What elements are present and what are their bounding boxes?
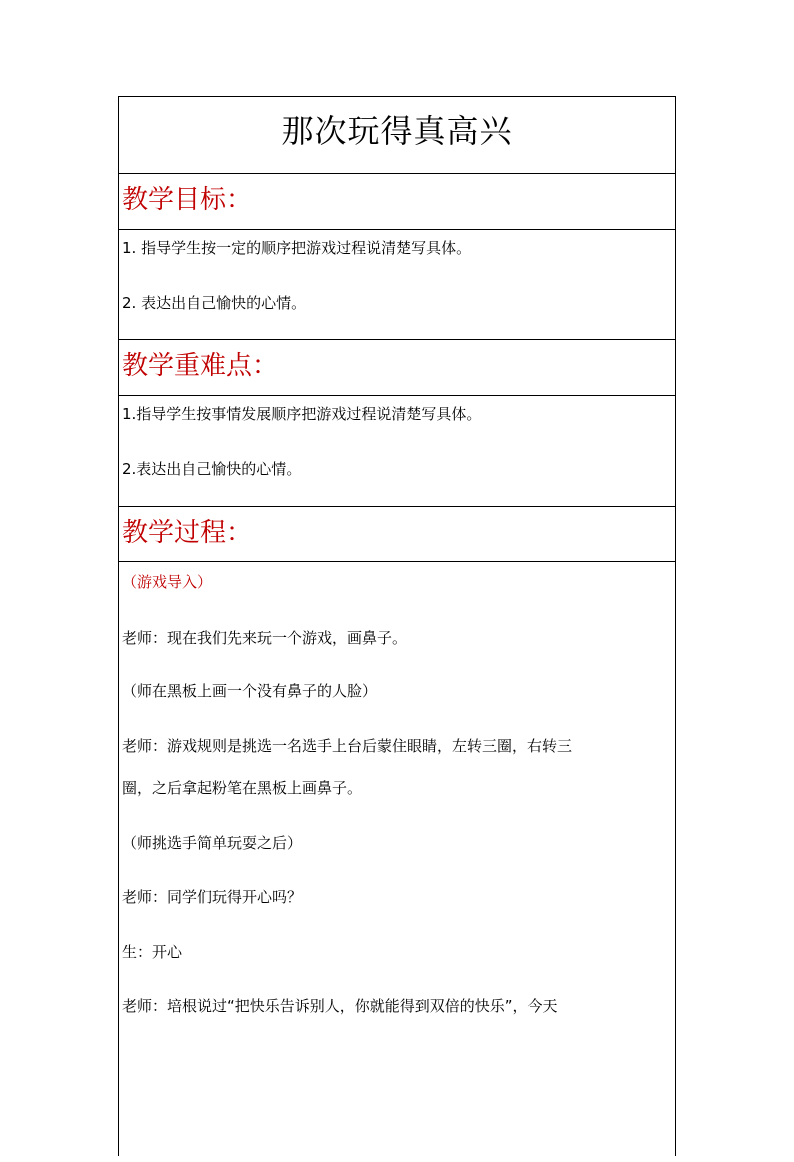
process-line: （师挑选手简单玩耍之后） bbox=[122, 834, 303, 852]
process-line: （师在黑板上画一个没有鼻子的人脸） bbox=[122, 682, 378, 700]
key-point-line: 1.指导学生按事情发展顺序把游戏过程说清楚写具体。 bbox=[122, 405, 482, 423]
process-line: 老师：培根说过“把快乐告诉别人，你就能得到双倍的快乐”，今天 bbox=[122, 997, 558, 1015]
process-line: 圈，之后拿起粉笔在黑板上画鼻子。 bbox=[122, 779, 363, 797]
lesson-plan-table bbox=[118, 96, 676, 1156]
title-row bbox=[119, 97, 675, 174]
objective-line: 2. 表达出自己愉快的心情。 bbox=[122, 294, 307, 312]
section-body-objectives bbox=[119, 230, 675, 340]
process-line: 老师：同学们玩得开心吗？ bbox=[122, 888, 303, 906]
section-heading-row-key-points bbox=[119, 340, 675, 396]
key-point-line: 2.表达出自己愉快的心情。 bbox=[122, 460, 302, 478]
section-heading-process: 教学过程： bbox=[122, 518, 253, 548]
section-body-process bbox=[119, 562, 675, 1162]
section-heading-row-objectives bbox=[119, 174, 675, 230]
objective-line: 1. 指导学生按一定的顺序把游戏过程说清楚写具体。 bbox=[122, 239, 472, 257]
section-heading-key-points: 教学重难点： bbox=[122, 351, 279, 381]
process-line: （游戏导入） bbox=[122, 573, 213, 591]
process-line: 老师：现在我们先来玩一个游戏，画鼻子。 bbox=[122, 629, 408, 647]
section-heading-row-process bbox=[119, 507, 675, 562]
process-line: 生：开心 bbox=[122, 943, 183, 961]
section-heading-objectives: 教学目标： bbox=[122, 185, 253, 215]
process-line: 老师：游戏规则是挑选一名选手上台后蒙住眼睛，左转三圈，右转三 bbox=[122, 737, 573, 755]
section-body-key-points bbox=[119, 396, 675, 507]
document-title: 那次玩得真高兴 bbox=[281, 112, 513, 150]
